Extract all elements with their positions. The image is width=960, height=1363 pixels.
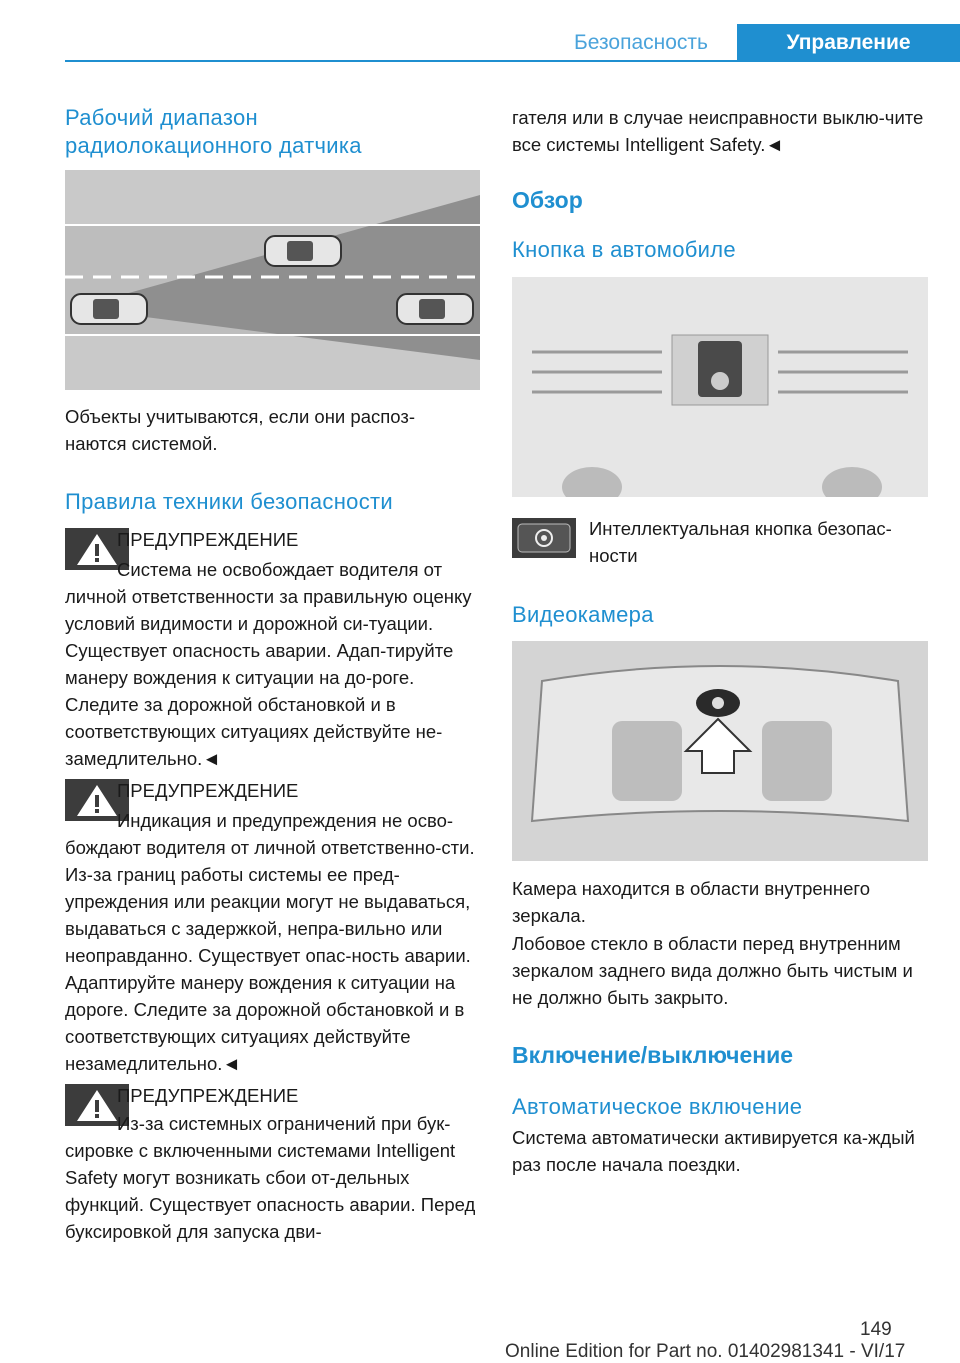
- radar-range-illustration: [65, 170, 480, 390]
- header-rule: [65, 60, 960, 62]
- radar-range-caption: Объекты учитываются, если они распоз- наются системой.: [65, 406, 415, 454]
- edition-footer: Online Edition for Part no. 01402981341 - VI/17: [505, 1341, 906, 1362]
- heading-on-off: Включение/выключение: [512, 1042, 794, 1068]
- warning-first-line: Система не освобождает водителя от: [117, 559, 443, 580]
- page-number: 149: [860, 1319, 892, 1340]
- tab-safety[interactable]: Безопасность: [574, 31, 708, 54]
- warning-label: ПРЕДУПРЕЖДЕНИЕ: [117, 529, 299, 550]
- windshield-text: Лобовое стекло в области перед внутренним зеркалом заднего вида должно быть чистым и не должно быть закрыто.: [512, 933, 913, 1008]
- tab-control[interactable]: Управление: [737, 24, 960, 62]
- auto-on-text: Система автоматически активируется ка-ждый раз после начала поездки.: [512, 1127, 915, 1175]
- heading-button-in-car: Кнопка в автомобиле: [512, 237, 736, 262]
- warning-text: сировке с включенными системами Intelligent Safety могут возникать сбои от-дельных функций. Существует опасность аварии. Перед буксировкой для запуска дви-: [65, 1140, 476, 1242]
- warning-label: ПРЕДУПРЕЖДЕНИЕ: [117, 1085, 299, 1106]
- warning-first-line: Индикация и предупреждения не осво-: [117, 810, 454, 831]
- heading-auto-on: Автоматическое включение: [512, 1094, 803, 1119]
- warning-label: ПРЕДУПРЕЖДЕНИЕ: [117, 780, 299, 801]
- safety-button-caption: Интеллектуальная кнопка безопас-ности: [589, 518, 892, 566]
- warning-first-line: Из-за системных ограничений при бук-: [117, 1113, 451, 1134]
- car-button-photo: [512, 277, 928, 497]
- warning-text: бождают водителя от личной ответственно-сти. Из-за границ работы системы ее пред-упреждения или реакции могут не выдаваться, выдаваться с задержкой, непра-вильно или неоправданно. Существует опас-ность аварии. Адаптируйте манеру вождения к ситуации на дороге. Следите за дорожной обстановкой и в соответствующих ситуациях действуйте незамедлительно.◄: [65, 837, 475, 1074]
- heading-overview: Обзор: [512, 187, 583, 213]
- warning-continuation: гателя или в случае неисправности выклю-чите все системы Intelligent Safety.◄: [512, 107, 924, 155]
- warning-text: личной ответственности за правильную оценку условий видимости и дорожной си-туации. Существует опасность аварии. Адап-тируйте манеру вождения к ситуации на до-роге. Следите за дорожной обстановкой и в соответствующих ситуациях действуйте не-замедлительно.◄: [65, 586, 472, 769]
- camera-location-text: Камера находится в области внутреннего зеркала.: [512, 878, 871, 926]
- safety-button-icon: [512, 518, 576, 558]
- heading-safety-rules: Правила техники безопасности: [65, 489, 393, 514]
- heading-radar-range: Рабочий диапазон радиолокационного датчика: [65, 105, 362, 158]
- heading-camera: Видеокамера: [512, 602, 654, 627]
- camera-photo: [512, 641, 928, 861]
